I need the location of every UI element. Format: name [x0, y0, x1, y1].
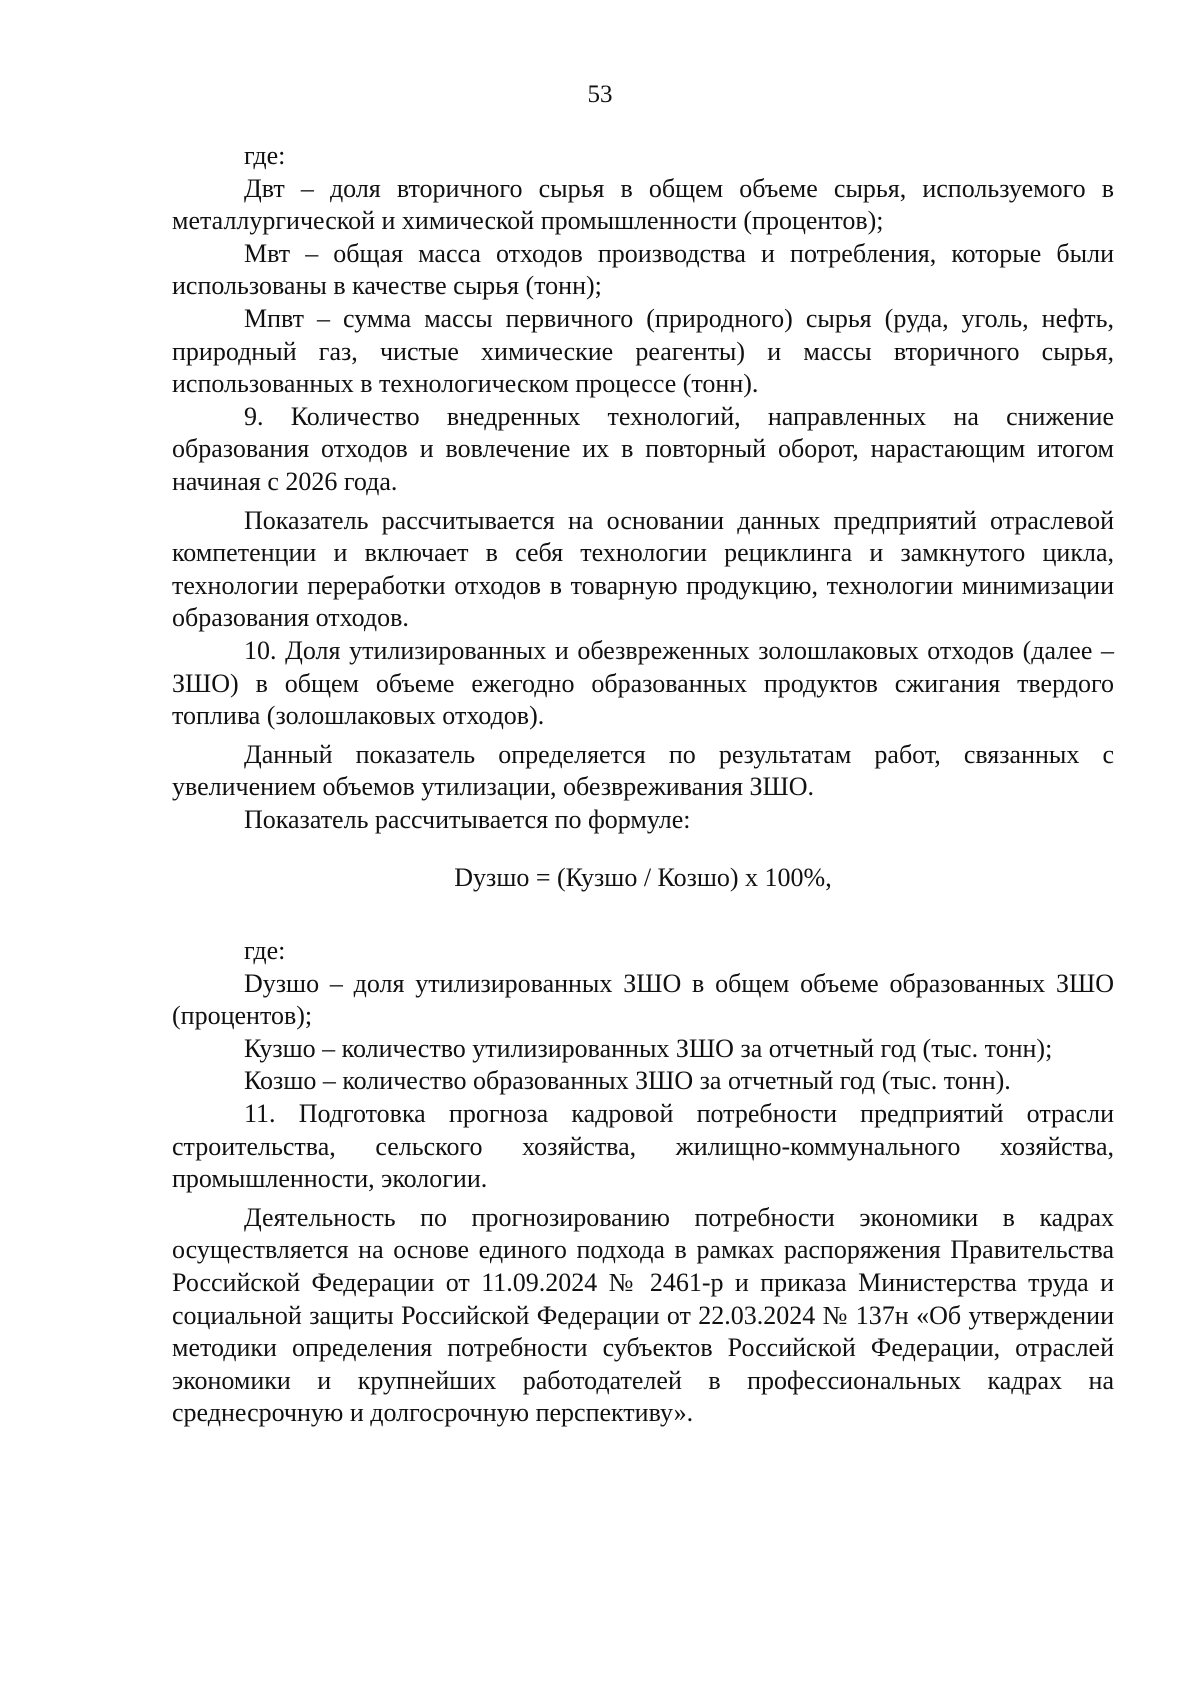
- where-label-1: где:: [244, 141, 286, 170]
- item-10-description: Данный показатель определяется по результатам работ, связанных с увеличением объемов утилизации, обезвреживания ЗШО.: [172, 739, 1114, 802]
- formula: Dузшо = (Кузшо / Козшо) х 100%,: [454, 863, 832, 893]
- definition-mvt: Мвт – общая масса отходов производства и потребления, которые были использованы в качестве сырья (тонн);: [172, 238, 1114, 301]
- definition-kuzsho: Кузшо – количество утилизированных ЗШО за отчетный год (тыс. тонн);: [244, 1033, 1053, 1063]
- page-number: 53: [587, 81, 613, 108]
- definition-kozsho: Козшо – количество образованных ЗШО за отчетный год (тыс. тонн).: [244, 1066, 1011, 1096]
- item-9-description: Показатель рассчитывается на основании данных предприятий отраслевой компетенции и включает в себя технологии рециклинга и замкнутого цикла, технологии переработки отходов в товарную продукцию, технологии минимизации образования отходов.: [172, 505, 1114, 633]
- definition-dvt: Двт – доля вторичного сырья в общем объеме сырья, используемого в металлургической и химической промышленности (процентов);: [172, 173, 1114, 236]
- item-11-heading: 11. Подготовка прогноза кадровой потребности предприятий отрасли строительства, сельского хозяйства, жилищно-коммунального хозяйства, промышленности, экологии.: [172, 1099, 1114, 1194]
- item-9-heading: 9. Количество внедренных технологий, направленных на снижение образования отходов и вовлечение их в повторный оборот, нарастающим итогом начиная с 2026 года.: [172, 401, 1114, 496]
- item-11-description: Деятельность по прогнозированию потребности экономики в кадрах осуществляется на основе единого подхода в рамках распоряжения Правительства Российской Федерации от 11.09.2024 № 2461-р и приказа Министерства труда и социальной защиты Российской Федерации от 22.03.2024 № 137н «Об утверждении методики определения потребности субъектов Российской Федерации, отраслей экономики и крупнейших работодателей в профессиональных кадрах на среднесрочную и долгосрочную перспективу».: [172, 1202, 1114, 1428]
- where-label-2: где:: [244, 936, 286, 966]
- definition-duzsho: Dузшо – доля утилизированных ЗШО в общем объеме образованных ЗШО (процентов);: [172, 968, 1114, 1031]
- document-body: [172, 140, 1114, 1430]
- formula-intro: Показатель рассчитывается по формуле:: [244, 804, 691, 834]
- definition-mpvt: Мпвт – сумма массы первичного (природного) сырья (руда, уголь, нефть, природный газ, чистые химические реагенты) и массы вторичного сырья, использованных в технологическом процессе (тонн).: [172, 303, 1114, 399]
- item-10-heading: 10. Доля утилизированных и обезвреженных золошлаковых отходов (далее – ЗШО) в общем объеме ежегодно образованных продуктов сжигания твердого топлива (золошлаковых отходов).: [172, 635, 1114, 731]
